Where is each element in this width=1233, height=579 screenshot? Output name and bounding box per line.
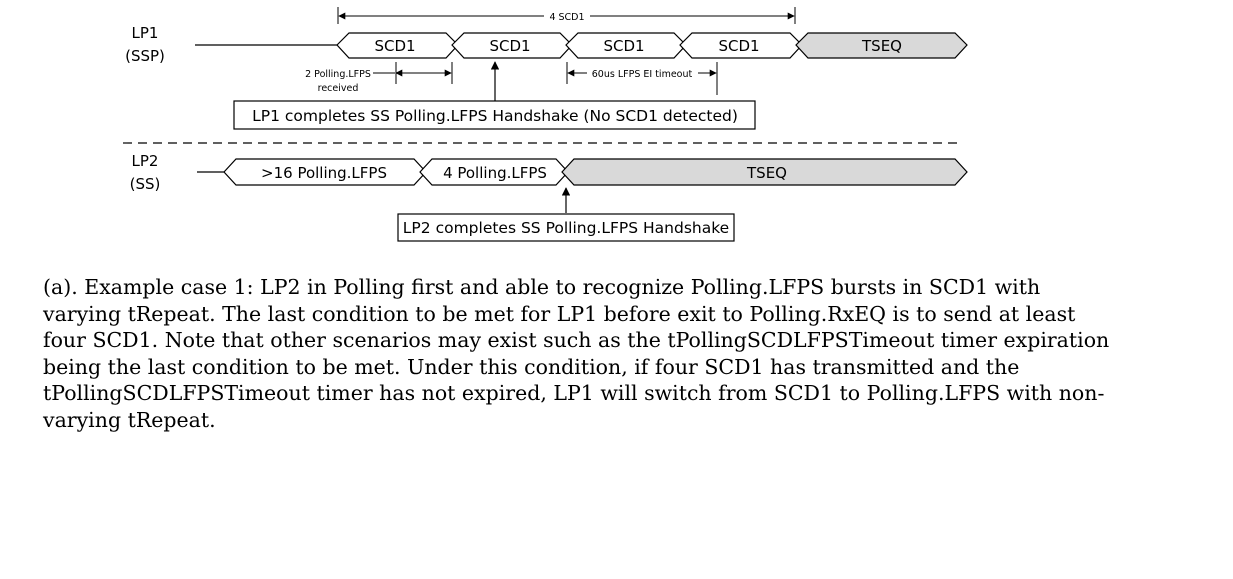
lp1-scd1-label-1: SCD1: [374, 37, 416, 55]
two-polling-label-2: received: [317, 83, 359, 94]
figure-caption: (a). Example case 1: LP2 in Polling first and able to recognize Polling.LFPS bursts in SCD1 with varying tRepeat. The last condition to be met for LP1 before exit to Polling.RxEQ is to send at least four SCD1. Note that other scenarios may exist such as the tPollingSCDLFPSTimeout timer expiration being the last condition to be met. Under this condition, if four SCD1 has transmitted and the tPollingSCDLFPSTimeout timer has not expired, LP1 will switch from SCD1 to Polling.LFPS with non-varying tRepeat.: [43, 275, 1110, 432]
lp2-tseq-label: TSEQ: [747, 164, 787, 182]
lp2-sublabel: (SS): [129, 175, 161, 193]
lp1-sublabel: (SSP): [125, 47, 165, 65]
lp1-label: LP1: [131, 24, 159, 42]
four-scd1-label: 4 SCD1: [549, 12, 585, 23]
lp2-complete-callout-text: LP2 completes SS Polling.LFPS Handshake: [402, 219, 730, 237]
lp1-complete-callout-text: LP1 completes SS Polling.LFPS Handshake (No SCD1 detected): [252, 107, 738, 125]
timing-diagram: [0, 0, 1233, 260]
lp2-polling-4-label: 4 Polling.LFPS: [443, 164, 547, 182]
lp1-scd1-label-2: SCD1: [489, 37, 531, 55]
lp1-tseq-label: TSEQ: [862, 37, 902, 55]
lp1-scd1-label-4: SCD1: [718, 37, 760, 55]
lp1-scd1-label-3: SCD1: [603, 37, 645, 55]
lp2-label: LP2: [131, 152, 159, 170]
lp2-polling-16-label: >16 Polling.LFPS: [261, 164, 387, 182]
ei-timeout-label: 60us LFPS EI timeout: [591, 69, 693, 80]
two-polling-label-1: 2 Polling.LFPS: [305, 69, 371, 80]
